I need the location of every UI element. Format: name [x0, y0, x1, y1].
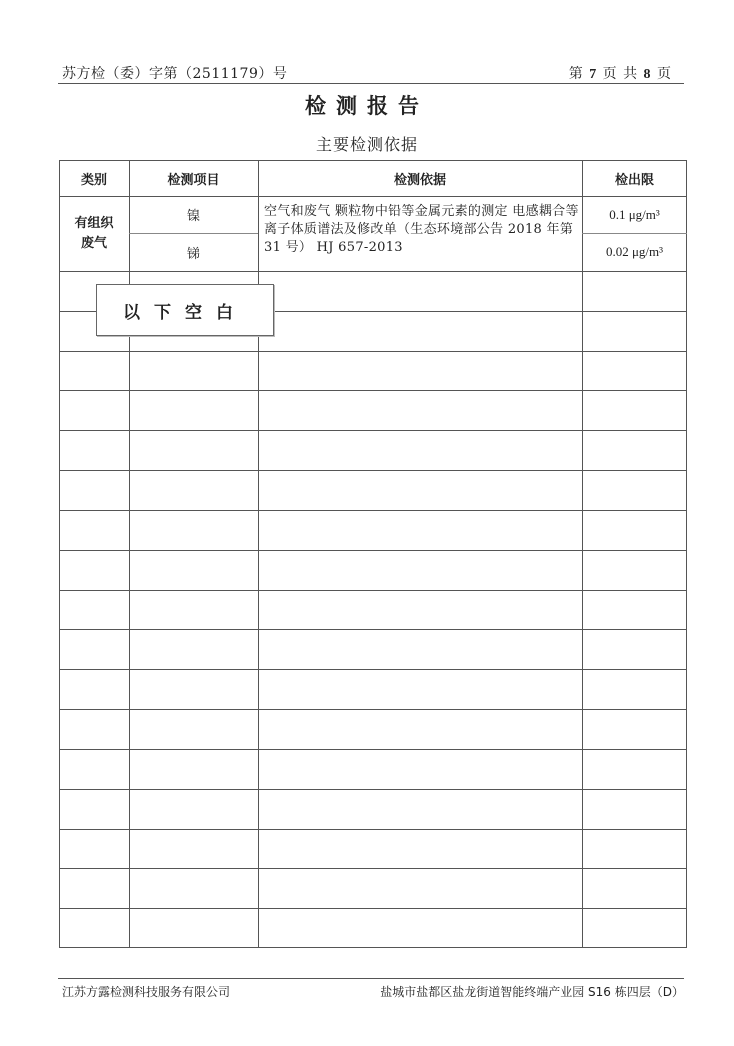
- category-cell: 有组织废气: [74, 215, 114, 251]
- limit-cell: 0.1 μg/m³: [609, 206, 660, 222]
- column-header-limit: 检出限: [614, 172, 654, 188]
- item-cell: 镍: [186, 209, 200, 224]
- item-cell: 锑: [186, 246, 200, 262]
- limit-cell: 0.02 μg/m³: [605, 244, 664, 259]
- column-header-category: 类别: [80, 172, 107, 188]
- blank-below-stamp: 以下空白: [96, 284, 274, 336]
- basis-cell: 空气和废气 颗粒物中铅等金属元素的测定 电感耦合等离子体质谱法及修改单（生态环境部公告 2018 年第 31 号） HJ 657-2013: [264, 204, 579, 255]
- page-total: 8: [643, 67, 652, 82]
- table-grid-lines: [59, 160, 687, 948]
- column-header-item: 检测项目: [167, 172, 220, 188]
- header-rule: [58, 83, 684, 84]
- page-title: 检测报告: [305, 93, 429, 118]
- basis-table: [59, 160, 687, 948]
- page-current: 7: [589, 67, 598, 82]
- report-number: 苏方检（委）字第（2511179）号: [62, 66, 288, 82]
- footer-company: 江苏方露检测科技服务有限公司: [62, 985, 231, 999]
- page-indicator: 第 7 页 共 8 页: [568, 66, 672, 82]
- footer-address: 盐城市盐都区盐龙街道智能终端产业园 S16 栋四层（D）: [380, 985, 684, 999]
- column-header-basis: 检测依据: [393, 172, 446, 188]
- page-subtitle: 主要检测依据: [315, 135, 418, 154]
- footer-rule: [58, 978, 684, 979]
